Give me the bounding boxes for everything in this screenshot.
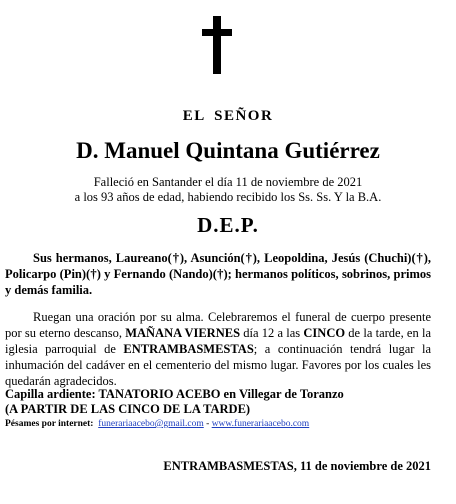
cross-icon xyxy=(202,16,232,74)
funeral-announcement xyxy=(5,309,431,389)
honorific-title: EL SEÑOR xyxy=(182,108,274,124)
announcement-text-2: día 12 a las xyxy=(240,326,304,340)
place-and-date: ENTRAMBASMESTAS, 11 de noviembre de 2021 xyxy=(163,459,431,473)
cross-vertical-bar xyxy=(213,16,221,74)
announcement-text-1: Ruegan una oración por su alma. Celebraremos el funeral de cuerpo presente por su eterno descanso, xyxy=(5,310,431,340)
email-link[interactable]: funerariaacebo@gmail.com xyxy=(98,419,204,429)
deceased-name: D. Manuel Quintana Gutiérrez xyxy=(76,138,380,163)
wake-info xyxy=(5,387,344,417)
link-separator: - xyxy=(203,419,212,429)
condolences-label: Pésames por internet: xyxy=(5,419,94,429)
announcement-day: MAÑANA VIERNES xyxy=(125,326,241,340)
announcement-hour: CINCO xyxy=(303,326,346,340)
condolences-line xyxy=(5,418,309,430)
family-paragraph: Sus hermanos, Laureano(†), Asunción(†), Leopoldina, Jesús (Chuchi)(†), Policarpo (Pin)(†) y Fernando (Nando)(†); hermanos políticos, sobrinos, primos y demás familia. xyxy=(5,251,431,297)
cross-horizontal-bar xyxy=(202,29,232,36)
wake-location: Capilla ardiente: TANATORIO ACEBO en Villegar de Toranzo xyxy=(5,387,344,401)
death-details-line-1: Falleció en Santander el día 11 de noviembre de 2021 xyxy=(93,175,363,189)
death-details-line-2: a los 93 años de edad, habiendo recibido los Ss. Ss. Y la B.A. xyxy=(74,190,382,204)
announcement-place: ENTRAMBASMESTAS xyxy=(123,342,254,356)
announcement-text-4: ; a continuación tendrá lugar la inhumación del cadáver en el cementerio del mismo lugar. Favores por los cuales les quedarán agradecidos. xyxy=(5,342,431,388)
announcement-text-3: de la tarde, en la iglesia parroquial de xyxy=(5,326,431,356)
wake-time: (A PARTIR DE LAS CINCO DE LA TARDE) xyxy=(5,402,251,416)
rest-in-peace: D.E.P. xyxy=(197,213,259,237)
website-link[interactable]: www.funerariaacebo.com xyxy=(211,419,310,429)
death-details xyxy=(0,175,456,205)
